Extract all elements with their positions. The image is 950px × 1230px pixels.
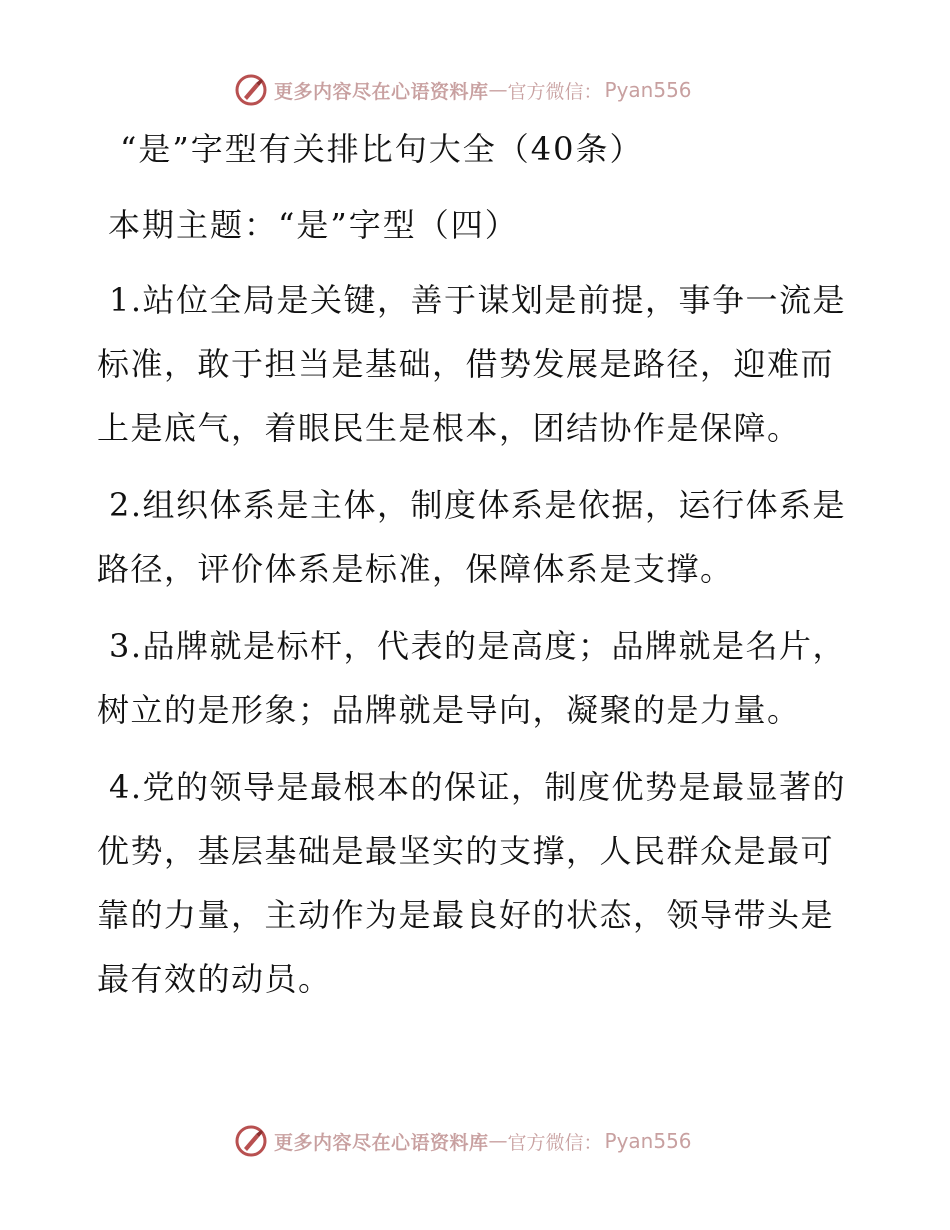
list-item: 3.品牌就是标杆，代表的是高度；品牌就是名片，树立的是形象；品牌就是导向，凝聚的是力量。 <box>97 627 847 729</box>
document-title: “是”字型有关排比句大全（40条） <box>120 130 644 168</box>
banner-suffix: 官方微信： <box>507 1131 603 1154</box>
document-subtitle: 本期主题：“是”字型（四） <box>108 206 519 244</box>
banner-text: 更多内容尽在心语资料库 <box>274 80 489 103</box>
banner-text: 更多内容尽在心语资料库 <box>274 1131 489 1154</box>
list-item: 2.组织体系是主体，制度体系是依据，运行体系是路径，评价体系是标准，保障体系是支撑。 <box>97 486 847 588</box>
item-list <box>97 268 857 1024</box>
list-item: 1.站位全局是关键，善于谋划是前提，事争一流是标准，敢于担当是基础，借势发展是路径，迎难而上是底气，着眼民生是根本，团结协作是保障。 <box>97 281 847 447</box>
pen-nib-logo-icon <box>234 73 268 107</box>
list-item: 4.党的领导是最根本的保证，制度优势是最显著的优势，基层基础是最坚实的支撑，人民群众是最可靠的力量，主动作为是最良好的状态，领导带头是最有效的动员。 <box>97 768 847 998</box>
banner-separator: — <box>488 79 508 101</box>
banner-suffix: 官方微信： <box>507 80 603 103</box>
footer-watermark-banner <box>234 1123 692 1159</box>
banner-separator: — <box>488 1130 508 1152</box>
pen-nib-logo-icon <box>234 1124 268 1158</box>
banner-wechat-id: Pyan556 <box>604 78 692 102</box>
header-watermark-banner <box>234 72 692 108</box>
banner-wechat-id: Pyan556 <box>604 1129 692 1153</box>
